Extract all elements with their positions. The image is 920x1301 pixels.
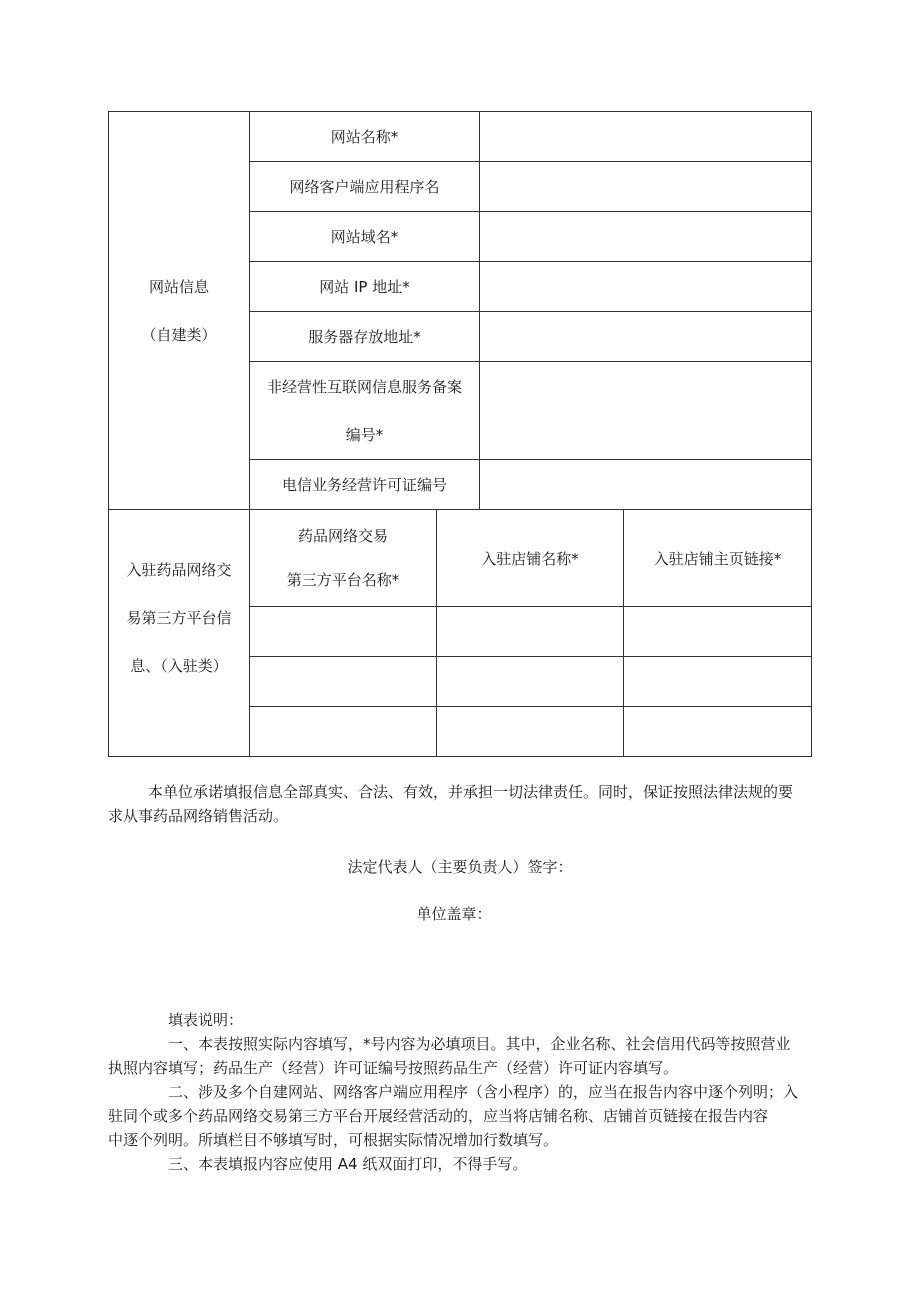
field-label-ip-address: 网站 IP 地址* xyxy=(319,278,410,296)
instruction-item-1-line2: 执照内容填写；药品生产（经营）许可证编号按照药品生产（经营）许可证内容填写。 xyxy=(108,1059,679,1077)
table-cell[interactable] xyxy=(624,607,811,656)
unit-seal-label: 单位盖章： xyxy=(416,905,492,923)
platform-section-label-line1: 入驻药品网络交 xyxy=(126,561,232,579)
value-cell-icp-filing[interactable] xyxy=(480,362,811,459)
instruction-item-1-line1: 一、本表按照实际内容填写，*号内容为必填项目。其中，企业名称、社会信用代码等按照营业 xyxy=(168,1035,791,1053)
value-cell-domain[interactable] xyxy=(480,212,811,261)
instruction-item-3: 三、本表填报内容应使用 A4 纸双面打印，不得手写。 xyxy=(168,1155,528,1173)
table-cell[interactable] xyxy=(250,607,436,656)
table-cell[interactable] xyxy=(624,657,811,706)
field-label-server-location: 服务器存放地址* xyxy=(308,328,421,346)
instructions-block xyxy=(108,1008,812,1176)
value-cell-website-name[interactable] xyxy=(480,112,811,161)
table-border-bottom xyxy=(108,756,812,757)
table-cell[interactable] xyxy=(437,707,623,756)
column-header-platform-name xyxy=(250,510,436,606)
platform-section-label-line3: 息、（入驻类） xyxy=(130,657,228,675)
field-label-icp-filing xyxy=(250,362,479,459)
column-header-platform-name-line2: 第三方平台名称* xyxy=(286,571,400,589)
instructions-title: 填表说明： xyxy=(168,1011,244,1029)
platform-section-label xyxy=(109,546,249,690)
website-section-label-line1: 网站信息 xyxy=(148,278,209,296)
instruction-item-2-line1: 二、涉及多个自建网站、网络客户端应用程序（含小程序）的，应当在报告内容中逐个列明；入 xyxy=(168,1083,799,1101)
field-label-website-name: 网站名称* xyxy=(330,128,399,146)
column-header-platform-name-line1: 药品网络交易 xyxy=(297,527,388,545)
value-cell-telecom-license[interactable] xyxy=(480,460,811,509)
commitment-paragraph xyxy=(108,780,812,828)
value-cell-ip-address[interactable] xyxy=(480,262,811,311)
commitment-line2: 求从事药品网络销售活动。 xyxy=(108,807,289,825)
value-cell-client-app-name[interactable] xyxy=(480,162,811,211)
column-header-store-link: 入驻店铺主页链接* xyxy=(653,549,782,568)
field-label-domain: 网站域名* xyxy=(330,228,399,246)
table-cell[interactable] xyxy=(437,657,623,706)
value-cell-server-location[interactable] xyxy=(480,312,811,361)
website-section-label xyxy=(109,262,249,360)
table-border-right xyxy=(811,111,812,757)
table-cell[interactable] xyxy=(624,707,811,756)
field-label-icp-filing-line1: 非经营性互联网信息服务备案 xyxy=(266,377,462,396)
column-header-store-name: 入驻店铺名称* xyxy=(481,549,579,568)
table-cell[interactable] xyxy=(250,657,436,706)
field-label-icp-filing-line2: 编号* xyxy=(345,425,384,444)
field-label-client-app-name: 网络客户端应用程序名 xyxy=(289,178,440,196)
website-section-label-line2: （自建类） xyxy=(141,326,217,344)
table-cell[interactable] xyxy=(437,607,623,656)
legal-rep-signature-label: 法定代表人（主要负责人）签字： xyxy=(347,858,573,876)
instruction-item-2-line2: 驻同个或多个药品网络交易第三方平台开展经营活动的，应当将店铺名称、店铺首页链接在报告内容 xyxy=(108,1107,769,1125)
instruction-item-2-line3: 中逐个列明。所填栏目不够填写时，可根据实际情况增加行数填写。 xyxy=(108,1131,559,1149)
field-label-telecom-license: 电信业务经营许可证编号 xyxy=(281,476,447,494)
commitment-line1: 本单位承诺填报信息全部真实、合法、有效，并承担一切法律责任。同时，保证按照法律法规的要 xyxy=(148,783,794,801)
table-cell[interactable] xyxy=(250,707,436,756)
platform-section-label-line2: 易第三方平台信 xyxy=(126,609,232,627)
